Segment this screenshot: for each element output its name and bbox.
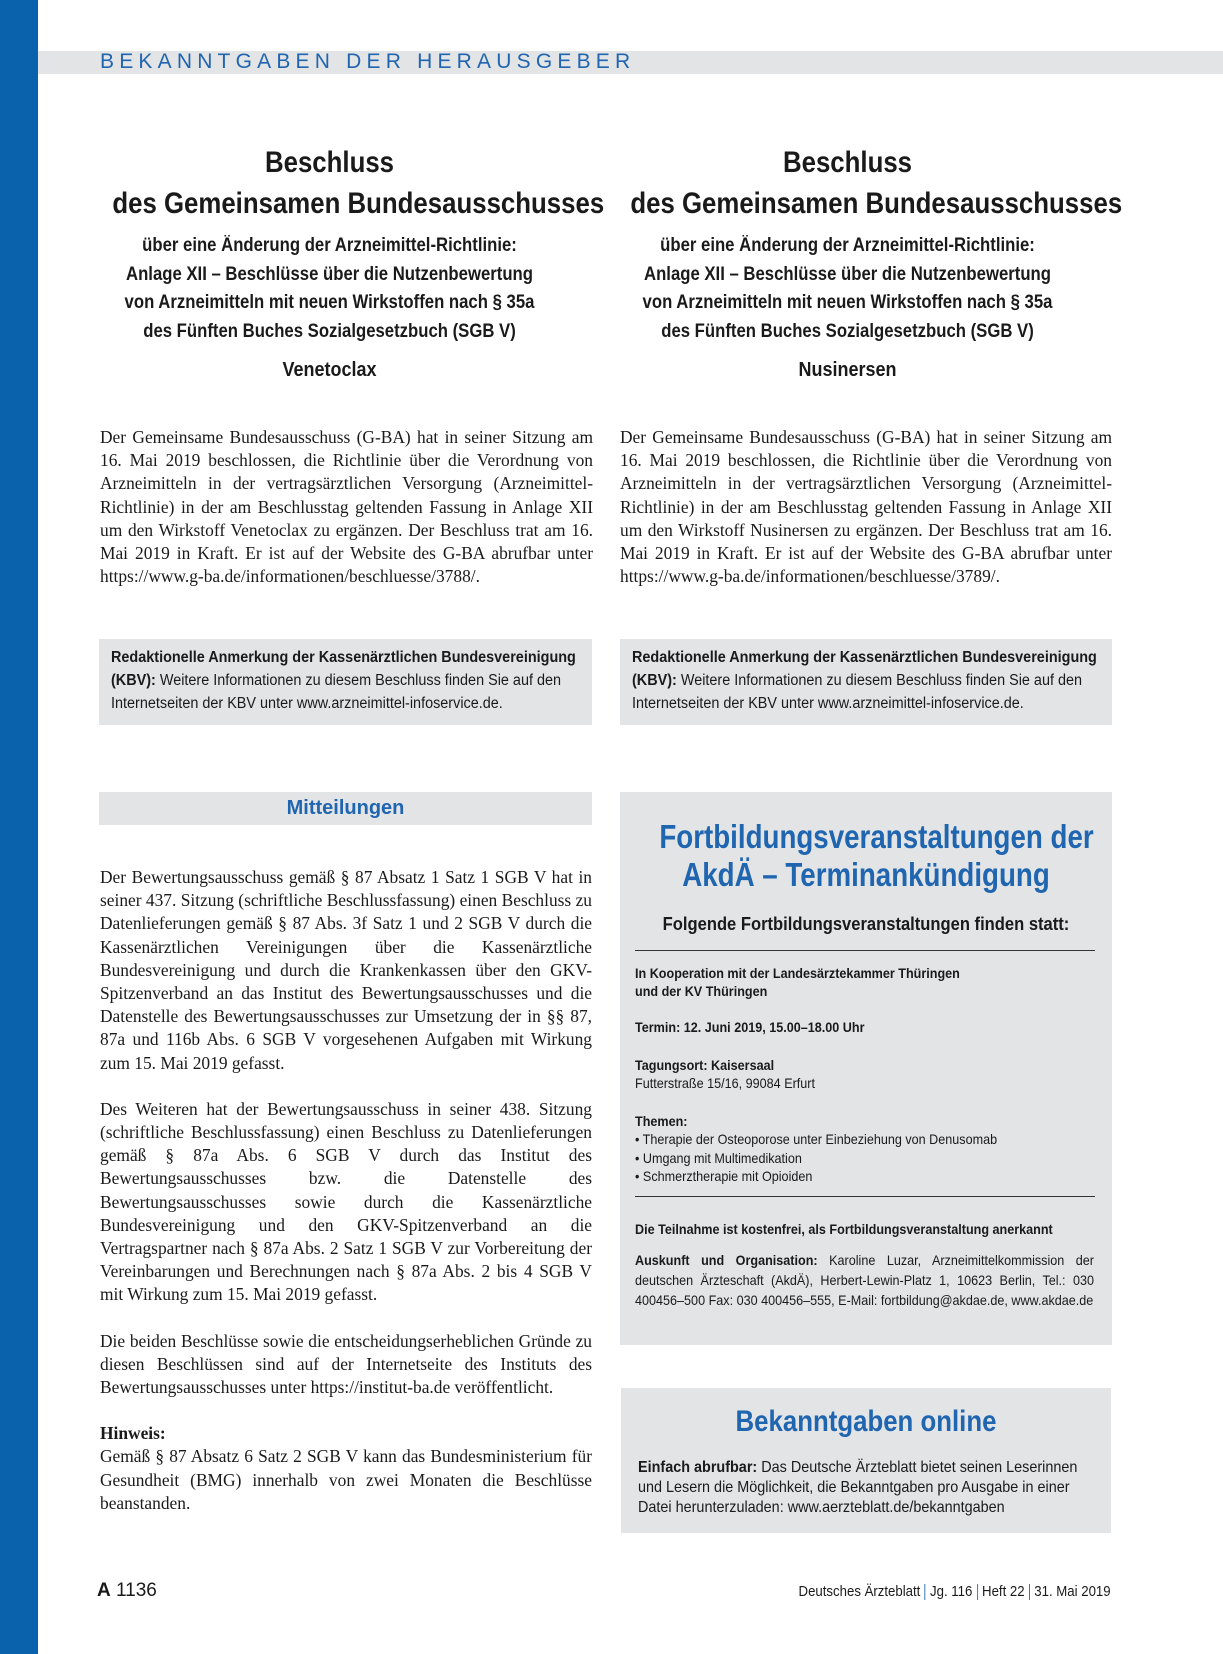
right-kbv-note [620, 639, 1112, 725]
termin-text [635, 1018, 1058, 1036]
left-kbv-note [99, 639, 592, 725]
separator [977, 1584, 978, 1600]
online-label: Einfach abrufbar: [638, 1459, 758, 1476]
left-color-bar [0, 0, 38, 1654]
left-beschluss-title-line1: Beschluss [264, 146, 395, 179]
right-drug-name: Nusinersen [798, 359, 897, 381]
termin: Termin: 12. Juni 2019, 15.00–18.00 Uhr [635, 1019, 865, 1035]
left-subtitle-line: über eine Änderung der Arzneimittel-Richtlinie: [142, 235, 517, 256]
left-beschluss-subtitle [107, 232, 551, 346]
mitteilungen-paragraph-2: Des Weiteren hat der Bewertungsausschuss in seiner 438. Sitzung (schriftliche Beschlussfassung) einen Beschluss zu Datenlieferungen gemäß § 87a Abs. 6 SGB V durch das Institut des Bewertungsausschusses bzw. die Datenstelle des Bewertungsausschusses sowie durch die Kassenärztliche Bundesvereinigung und den GKV-Spitzenverband an die Vertragspartner nach § 87a Abs. 2 Satz 1 SGB V zur Vorbereitung der Vereinbarungen und Berechnungen nach § 87a Abs. 2 bis 4 SGB V mit Wirkung zum 15. Mai 2019 gefasst. [100, 1098, 592, 1305]
auskunft-text [635, 1250, 1094, 1310]
right-beschluss-subtitle [625, 232, 1069, 346]
kooperation-text [635, 964, 1058, 1001]
left-beschluss-body: Der Gemeinsame Bundesausschuss (G-BA) hat in seiner Sitzung am 16. Mai 2019 beschlossen, die Richtlinie über die Verordnung von Arzneimitteln in der vertragsärztlichen Versorgung (Arzneimittel-Richtlinie) in der am Beschlusstag geltenden Fassung in Anlage XII um den Wirkstoff Venetoclax zu ergänzen. Der Beschluss trat am 16. Mai 2019 in Kraft. Er ist auf der Website des G-BA abrufbar unter https://www.g-ba.de/informationen/beschluesse/3788/. [100, 427, 593, 587]
left-subtitle-line: des Fünften Buches Sozialgesetzbuch (SGB V) [143, 320, 516, 342]
tagungsort-text [635, 1056, 1058, 1093]
bekanntgaben-online-box [621, 1388, 1111, 1533]
divider [635, 1196, 1095, 1197]
mitteilungen-text [100, 866, 592, 1515]
divider [635, 950, 1095, 951]
left-note-label: Redaktionelle Anmerkung der Kassenärztlichen Bundesvereinigung (KBV): [111, 649, 576, 689]
journal-volume: Jg. 116 [930, 1583, 973, 1600]
right-subtitle-line: Anlage XII – Beschlüsse über die Nutzenbewertung [644, 263, 1051, 285]
auskunft-label: Auskunft und Organisation: [635, 1252, 818, 1268]
left-beschluss-heading [77, 142, 605, 383]
left-beschluss-title-line2: des Gemeinsamen Bundesausschusses [112, 187, 605, 220]
right-beschluss-title-line1: Beschluss [782, 146, 913, 179]
right-subtitle-line: von Arzneimitteln mit neuen Wirkstoffen nach § 35a [642, 292, 1053, 313]
fortbildung-subtitle: Folgende Fortbildungsveranstaltungen finden statt: [662, 914, 1070, 934]
themen-label: Themen: [635, 1113, 688, 1129]
page-prefix: A [97, 1580, 111, 1601]
tagungsort-label: Tagungsort: Kaisersaal [635, 1057, 775, 1073]
left-subtitle-line: von Arzneimitteln mit neuen Wirkstoffen nach § 35a [124, 292, 535, 313]
left-drug-name: Venetoclax [282, 359, 377, 381]
left-subtitle-line: Anlage XII – Beschlüsse über die Nutzenbewertung [126, 263, 533, 285]
bekanntgaben-online-text [638, 1458, 1095, 1518]
mitteilungen-paragraph-1: Der Bewertungsausschuss gemäß § 87 Absatz 1 Satz 1 SGB V hat in seiner 437. Sitzung (schriftliche Beschlussfassung) einen Beschluss zu Datenlieferungen gemäß § 87 Abs. 3f Satz 1 und 2 SGB V durch die Kassenärztlichen Vereinigungen über die Kassenärztliche Bundesvereinigung und durch die Krankenkassen über den GKV-Spitzenverband an das Institut des Bewertungsausschusses und die Datenstelle des Bewertungsausschusses zur Umsetzung der in §§ 87, 87a und 116b Abs. 6 SGB V vorgesehenen Aufgaben mit Wirkung zum 15. Mai 2019 gefasst. [100, 867, 592, 1073]
themen-item: • Therapie der Osteoporose unter Einbeziehung von Denusomab [635, 1131, 998, 1148]
right-beschluss-heading [595, 142, 1123, 383]
bekanntgaben-online-title: Bekanntgaben online [735, 1405, 997, 1438]
right-beschluss-body: Der Gemeinsame Bundesausschuss (G-BA) hat in seiner Sitzung am 16. Mai 2019 beschlossen, die Richtlinie über die Verordnung von Arzneimitteln in der vertragsärztlichen Versorgung (Arzneimittel-Richtlinie) in der am Beschlusstag geltenden Fassung in Anlage XII um den Wirkstoff Nusinersen zu ergänzen. Der Beschluss trat am 16. Mai 2019 in Kraft. Er ist auf der Website des G-BA abrufbar unter https://www.g-ba.de/informationen/beschluesse/3789/. [620, 427, 1112, 587]
auskunft-details: Karoline Luzar, Arzneimittelkommission der deutschen Ärzteschaft (AkdÄ), Herbert-Lewin-Platz 1, 10623 Berlin, Tel.: 030 400456–500 Fax: 030 400456–555, E-Mail: fortbildung@akdae.de, www.akdae.de [635, 1252, 1095, 1308]
hinweis-label: Hinweis: [100, 1423, 166, 1444]
hinweis-text: Gemäß § 87 Absatz 6 Satz 2 SGB V kann das Bundesministerium für Gesundheit (BMG) innerhalb von zwei Monaten die Beschlüsse beanstanden. [100, 1446, 592, 1513]
teilnahme: Die Teilnahme ist kostenfrei, als Fortbildungsveranstaltung anerkannt [635, 1221, 1053, 1237]
page-number-value: 1136 [116, 1580, 157, 1601]
separator [1029, 1584, 1030, 1600]
separator [925, 1584, 926, 1600]
themen-item: • Umgang mit Multimedikation [635, 1149, 802, 1166]
online-details: Das Deutsche Ärzteblatt bietet seinen Leserinnen und Lesern die Möglichkeit, die Bekanntgaben pro Ausgabe in einer Datei herunterzuladen: www.aerzteblatt.de/bekanntgaben [638, 1459, 1078, 1516]
journal-date: 31. Mai 2019 [1034, 1583, 1111, 1600]
section-title: BEKANNTGABEN DER HERAUSGEBER [100, 50, 636, 73]
fortbildung-title-line2: AkdÄ – Terminankündigung [682, 856, 1050, 893]
page-number [97, 1580, 157, 1602]
fortbildung-title [659, 818, 1094, 894]
mitteilungen-heading: Mitteilungen [99, 792, 592, 825]
kooperation-line1: In Kooperation mit der Landesärztekammer Thüringen [635, 965, 960, 981]
journal-issue: Heft 22 [982, 1583, 1025, 1600]
right-subtitle-line: des Fünften Buches Sozialgesetzbuch (SGB V) [661, 320, 1034, 342]
mitteilungen-paragraph-3: Die beiden Beschlüsse sowie die entscheidungserheblichen Gründe zu diesen Beschlüssen sind auf der Internetseite des Instituts des Bewertungsausschusses unter https://institut-ba.de veröffentlicht. [100, 1330, 592, 1398]
journal-name: Deutsches Ärzteblatt [798, 1583, 921, 1600]
right-note-text: Weitere Informationen zu diesem Beschluss finden Sie auf den Internetseiten der KBV unter www.arzneimittel-infoservice.de. [632, 672, 1083, 712]
tagungsort-address: Futterstraße 15/16, 99084 Erfurt [635, 1075, 815, 1092]
right-subtitle-line: über eine Änderung der Arzneimittel-Richtlinie: [660, 235, 1035, 256]
journal-info [799, 1582, 1111, 1602]
themen-list [635, 1112, 1058, 1186]
fortbildung-box [620, 792, 1112, 1345]
right-note-label: Redaktionelle Anmerkung der Kassenärztlichen Bundesvereinigung (KBV): [632, 649, 1097, 689]
kooperation-line2: und der KV Thüringen [635, 983, 768, 1000]
left-note-text: Weitere Informationen zu diesem Beschluss finden Sie auf den Internetseiten der KBV unter www.arzneimittel-infoservice.de. [111, 672, 562, 712]
right-beschluss-title-line2: des Gemeinsamen Bundesausschusses [630, 187, 1123, 220]
teilnahme-text [635, 1220, 1058, 1238]
fortbildung-title-line1: Fortbildungsveranstaltungen der [659, 818, 1094, 855]
themen-item: • Schmerztherapie mit Opioiden [635, 1168, 813, 1185]
